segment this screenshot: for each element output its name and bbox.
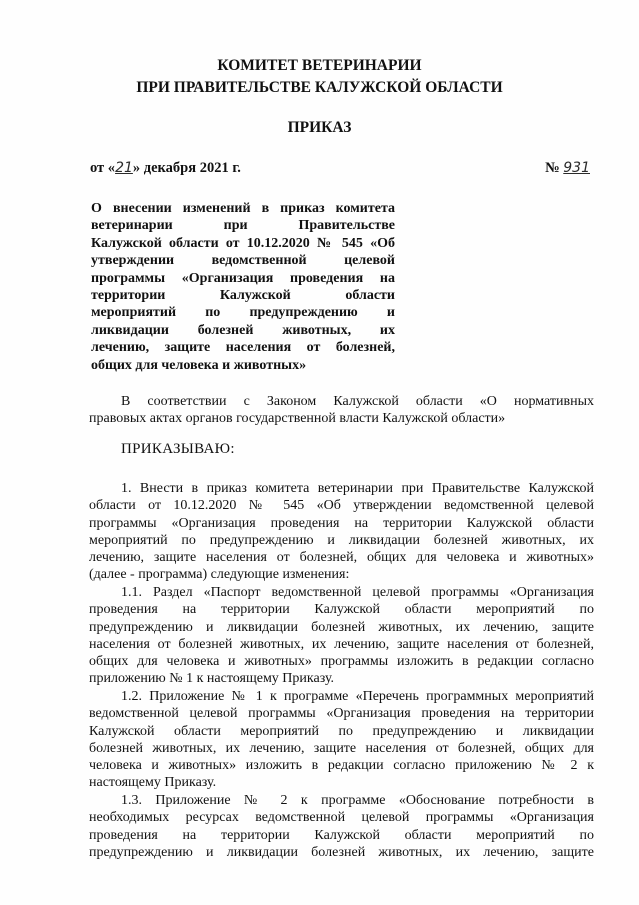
item-1-3-line: 1.3. Приложение № 2 к программе «Обоснование потребности в	[121, 793, 594, 808]
item-1-line: мероприятий по предупреждению и ликвидации болезней животных, их	[89, 532, 594, 548]
document-type: ПРИКАЗ	[287, 119, 352, 136]
subject-line: Калужской области от 10.12.2020 № 545 «Об	[91, 235, 395, 251]
item-1-2-line: Калужской области мероприятий по предупреждению и ликвидации	[89, 723, 594, 739]
order-word: ПРИКАЗЫВАЮ:	[121, 441, 235, 457]
item-1-1-line: населения от болезней животных, их лечению, защите населения от болезней,	[89, 636, 594, 652]
preamble-line: В соответствии с Законом Калужской области «О нормативных	[121, 394, 594, 409]
org-line-1: КОМИТЕТ ВЕТЕРИНАРИИ	[217, 57, 422, 74]
item-1-1-line: предупреждению и ликвидации болезней животных, их лечению, защите	[89, 619, 594, 635]
item-1-1-line: проведения на территории Калужской области мероприятий по	[89, 602, 594, 618]
number-prefix: №	[545, 160, 560, 176]
subject-line: программы «Организация проведения на	[91, 270, 395, 286]
subject-line: лечению, защите населения от болезней,	[91, 340, 395, 356]
item-1-3-line: проведения на территории Калужской области мероприятий по	[89, 827, 594, 843]
subject-line: ликвидации болезней животных, их	[91, 322, 395, 338]
preamble-line: правовых актах органов государственной власти Калужской области»	[89, 411, 506, 427]
subject-line: ветеринарии при Правительстве	[91, 218, 395, 234]
subject-line: общих для человека и животных»	[91, 357, 307, 373]
date-suffix: » декабря 2021 г.	[132, 160, 241, 176]
item-1-line: области от 10.12.2020 № 545 «Об утверждении ведомственной целевой	[89, 498, 594, 514]
item-1	[89, 480, 594, 584]
subject-line: территории Калужской области	[91, 288, 395, 304]
item-1-line: лечению, защите населения от болезней, общих для человека и животных»	[89, 550, 594, 566]
organization-name	[0, 55, 639, 99]
number-handwritten: 931	[563, 160, 590, 176]
item-1-3-line: необходимых ресурсах ведомственной целевой программы «Организация	[89, 810, 594, 826]
item-1-2-line: ведомственной целевой программы «Организация проведения на территории	[89, 706, 594, 722]
item-1-2-line: настоящему Приказу.	[89, 775, 217, 791]
subject-line: мероприятий по предупреждению и	[91, 305, 395, 321]
item-1-3-line: предупреждению и ликвидации болезней животных, их лечению, защите	[89, 844, 594, 860]
order-subject	[91, 200, 395, 374]
org-line-2: ПРИ ПРАВИТЕЛЬСТВЕ КАЛУЖСКОЙ ОБЛАСТИ	[136, 79, 503, 96]
item-1-line: программы «Организация проведения на территории Калужской области	[89, 515, 594, 531]
date-and-number	[90, 160, 590, 182]
item-1-1	[89, 584, 594, 688]
item-1-2-line: человека и животных» изложить в редакции согласно приложению № 2 к	[89, 758, 594, 774]
subject-line: утверждении ведомственной целевой	[91, 253, 395, 269]
item-1-2-line: болезней животных, их лечению, защите населения от болезней, общих для	[89, 740, 594, 756]
date-prefix: от «	[90, 160, 116, 176]
item-1-line: (далее - программа) следующие изменения:	[89, 567, 350, 583]
item-1-3	[89, 792, 594, 861]
date-day-handwritten: 21	[115, 160, 133, 176]
item-1-1-line: 1.1. Раздел «Паспорт ведомственной целевой программы «Организация	[121, 585, 594, 600]
preamble	[89, 393, 594, 428]
order-date	[90, 160, 241, 177]
item-1-1-line: приложению № 1 к настоящему Приказу.	[89, 671, 335, 687]
item-1-1-line: общих для человека и животных» программы изложить в редакции согласно	[89, 654, 594, 670]
subject-line: О внесении изменений в приказ комитета	[91, 201, 395, 216]
order-number	[545, 160, 590, 177]
item-1-line: 1. Внести в приказ комитета ветеринарии при Правительстве Калужской	[121, 481, 594, 496]
item-1-2-line: 1.2. Приложение № 1 к программе «Перечень программных мероприятий	[121, 689, 594, 704]
item-1-2	[89, 688, 594, 792]
